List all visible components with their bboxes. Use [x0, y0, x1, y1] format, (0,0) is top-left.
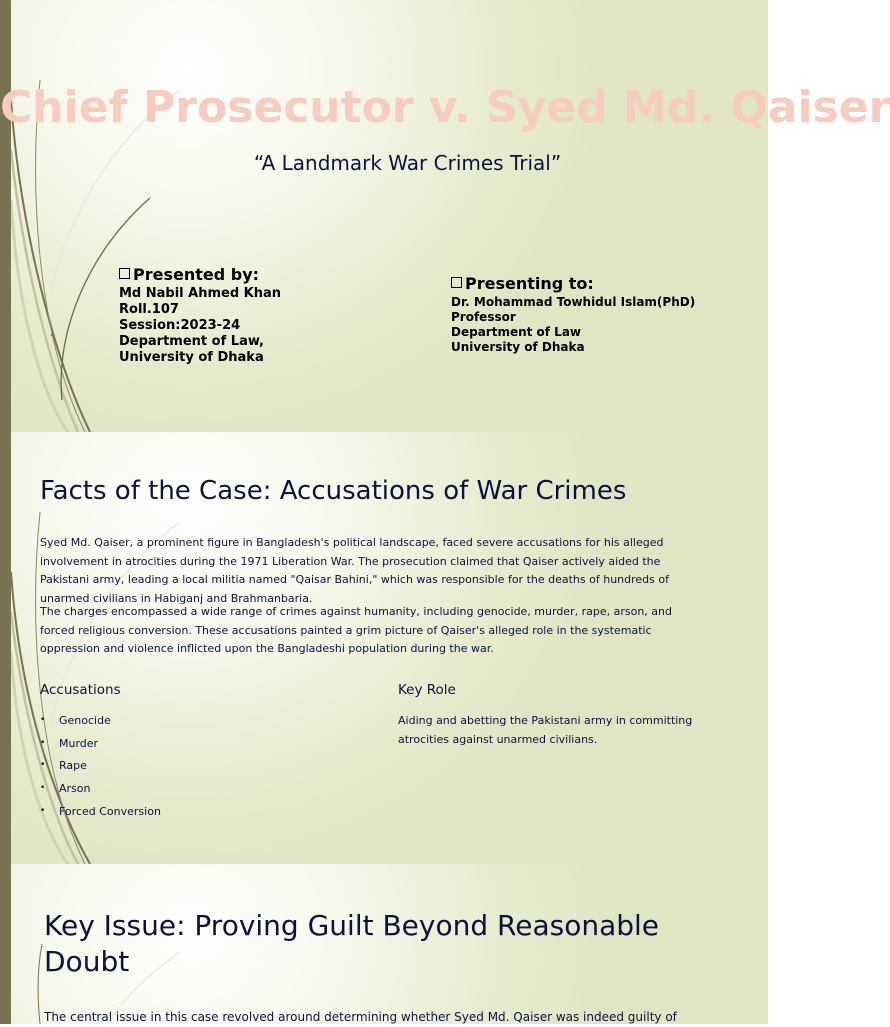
slide-title: Key Issue: Proving Guilt Beyond Reasonable Doubt [44, 909, 660, 978]
supervisor-name: Dr. Mohammad Towhidul Islam(PhD) [451, 295, 696, 309]
list-item: • Rape [40, 757, 161, 780]
key-issue-paragraph: The central issue in this case revolved around determining whether Syed Md. Qaiser was indeed guilty of [44, 1010, 677, 1024]
bullet-icon: • [40, 805, 46, 816]
slide-title: Chief Prosecutor v. Syed Md. Qaiser [0, 82, 890, 133]
list-item: • Murder [40, 735, 161, 758]
facts-paragraph-2: The charges encompassed a wide range of crimes against humanity, including genocide, murder, rape, arson, and forced religious conversion. These accusations painted a grim picture of Qaiser's alleged role in the systematic oppression and violence inflicted upon the Bangladeshi population during the war. [40, 605, 672, 655]
checkbox-square-icon [119, 268, 130, 279]
supervisor-university: University of Dhaka [451, 340, 585, 354]
bullet-icon: • [40, 760, 46, 771]
checkbox-square-icon [451, 277, 462, 288]
supervisor-department: Department of Law [451, 325, 582, 339]
facts-paragraph-1: Syed Md. Qaiser, a prominent figure in Bangladesh's political landscape, faced severe accusations for his alleged involvement in atrocities during the 1971 Liberation War. The prosecution claimed that Qaiser actively aided the Pakistani army, leading a local militia named "Qaisar Bahini," which was responsible for the deaths of hundreds of unarmed civilians in Habiganj and Brahmanbaria. [40, 536, 669, 605]
presenting-to-block [451, 275, 695, 355]
title-slide [0, 0, 890, 432]
presenter-university: University of Dhaka [119, 350, 264, 365]
presenter-name: Md Nabil Ahmed Khan [119, 286, 282, 301]
key-role-text: Aiding and abetting the Pakistani army in committing atrocities against unarmed civilians. [398, 714, 693, 746]
list-item: • Genocide [40, 712, 161, 735]
presenter-department: Department of Law, [119, 334, 264, 349]
decorative-swoosh [0, 0, 200, 432]
presented-by-block [119, 266, 281, 366]
bullet-icon: • [40, 783, 46, 794]
slide-title: Facts of the Case: Accusations of War Crimes [40, 476, 627, 506]
key-issue-slide [0, 864, 768, 1024]
presenter-roll: Roll.107 [119, 302, 179, 317]
accent-bar [0, 864, 11, 1024]
presenting-to-heading: Presenting to: [451, 275, 695, 293]
accusations-list [40, 712, 161, 825]
stray-mark: " [50, 333, 54, 342]
list-item: • Forced Conversion [40, 803, 161, 826]
supervisor-title: Professor [451, 310, 516, 324]
presented-by-heading: Presented by: [119, 266, 281, 284]
key-role-heading: Key Role [398, 682, 456, 698]
bullet-icon: • [40, 715, 46, 725]
bullet-icon: • [40, 737, 46, 748]
accusations-heading: Accusations [40, 682, 121, 698]
facts-slide [0, 432, 768, 864]
slide-subtitle: “A Landmark War Crimes Trial” [253, 151, 562, 175]
list-item: • Arson [40, 780, 161, 803]
accent-bar [0, 0, 11, 432]
accent-bar [0, 432, 11, 864]
presenter-session: Session:2023-24 [119, 318, 241, 333]
